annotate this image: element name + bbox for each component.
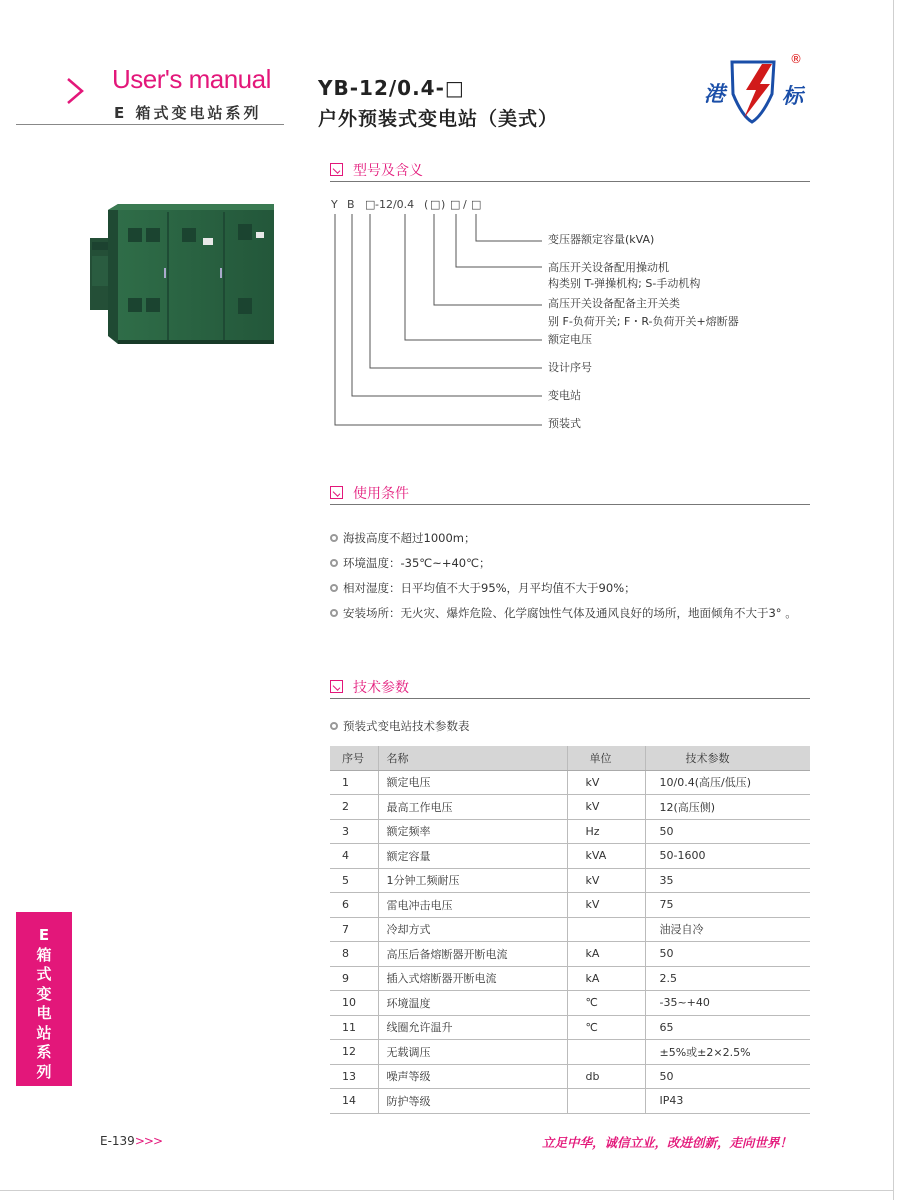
- table-row: 12 无载调压 ±5%或±2×2.5%: [330, 1040, 810, 1065]
- table-row: 13 噪声等级 db 50: [330, 1064, 810, 1089]
- side-tab-series: [16, 912, 72, 1086]
- section-divider: [330, 181, 810, 182]
- bullet-icon: [330, 559, 338, 567]
- bullet-icon: [330, 609, 338, 617]
- section-title: 型号及含义: [353, 163, 423, 179]
- bullet-icon: [330, 722, 338, 730]
- code-char-box4: □: [471, 198, 482, 211]
- usage-item: 相对湿度：日平均值不大于95%，月平均值不大于90%；: [330, 580, 636, 596]
- logo-text-left: 港: [704, 82, 725, 106]
- table-row: 11 线圈允许温升 ℃ 65: [330, 1015, 810, 1040]
- section-divider: [330, 698, 810, 699]
- page-border-right: [893, 0, 894, 1200]
- header-divider: [16, 124, 284, 125]
- code-char-box2: □: [430, 198, 441, 211]
- code-char-b: B: [347, 198, 355, 211]
- table-row: 7 冷却方式 油浸自冷: [330, 917, 810, 942]
- label-rated-voltage: 额定电压: [548, 333, 592, 346]
- section-title: 技术参数: [353, 680, 409, 696]
- code-char-voltage: -12/0.4: [375, 198, 415, 211]
- section-model-meaning: [330, 160, 810, 182]
- footer-slogan: 立足中华，诚信立业，改进创新，走向世界！: [542, 1135, 793, 1150]
- code-char-box3: □: [450, 198, 461, 211]
- section-usage-conditions: [330, 483, 810, 505]
- code-char-rparen: ): [441, 198, 446, 211]
- label-substation: 变电站: [548, 389, 581, 402]
- substation-cabinet-image: [88, 198, 278, 348]
- table-row: 6 雷电冲击电压 kV 75: [330, 893, 810, 918]
- label-main-switch: 高压开关设备配备主开关类: [548, 297, 680, 310]
- tech-params-table: [330, 746, 810, 1114]
- product-model: YB-12/0.4-□: [318, 76, 465, 100]
- label-capacity: 变压器额定容量(kVA): [548, 233, 655, 246]
- table-row: 10 环境温度 ℃ -35~+40: [330, 991, 810, 1016]
- table-row: 14 防护等级 IP43: [330, 1089, 810, 1114]
- section-check-icon: [330, 163, 343, 176]
- page-number: E-139>>>: [100, 1134, 162, 1148]
- product-name: 户外预装式变电站（美式）: [318, 108, 559, 130]
- section-title: 使用条件: [353, 486, 409, 502]
- registered-mark: ®: [790, 52, 802, 66]
- label-main-switch-types: 别 F-负荷开关; F・R-负荷开关+熔断器: [548, 315, 739, 328]
- table-caption: 预装式变电站技术参数表: [330, 718, 470, 734]
- logo-text-right: 标: [782, 84, 803, 108]
- section-check-icon: [330, 680, 343, 693]
- usage-item: 海拔高度不超过1000m；: [330, 530, 475, 546]
- label-design-serial: 设计序号: [548, 361, 592, 374]
- header-unit: 单位: [567, 746, 645, 770]
- table-row: 1 额定电压 kV 10/0.4(高压/低压): [330, 770, 810, 795]
- header-name: 名称: [378, 746, 567, 770]
- table-row: 5 1分钟工频耐压 kV 35: [330, 868, 810, 893]
- table-row: 3 额定频率 Hz 50: [330, 819, 810, 844]
- table-row: 8 高压后备熔断器开断电流 kA 50: [330, 942, 810, 967]
- side-tab-label: E 箱 式 变 电 站 系 列: [36, 926, 52, 1081]
- page-border-bottom: [0, 1190, 894, 1191]
- label-operating-mech-types: 构类别 T-弹操机构; S-手动机构: [548, 277, 701, 290]
- chevron-right-icon: [64, 76, 86, 106]
- label-operating-mech: 高压开关设备配用操动机: [548, 261, 669, 274]
- header-value: 技术参数: [645, 746, 810, 770]
- table-row: 2 最高工作电压 kV 12(高压侧): [330, 795, 810, 820]
- code-char-slash: /: [463, 198, 467, 211]
- manual-title: User's manual: [112, 64, 271, 94]
- usage-item: 安装场所：无火灾、爆炸危险、化学腐蚀性气体及通风良好的场所，地面倾角不大于3° 。: [330, 605, 797, 621]
- model-code-diagram: [320, 194, 800, 434]
- table-row: 9 插入式熔断器开断电流 kA 2.5: [330, 966, 810, 991]
- table-row: 4 额定容量 kVA 50-1600: [330, 844, 810, 869]
- section-check-icon: [330, 486, 343, 499]
- label-prefabricated: 预装式: [548, 417, 581, 430]
- code-char-y: Y: [331, 198, 338, 211]
- bullet-icon: [330, 584, 338, 592]
- header-index: 序号: [330, 746, 378, 770]
- bullet-icon: [330, 534, 338, 542]
- page-arrows: >>>: [134, 1134, 162, 1148]
- series-title: E 箱式变电站系列: [114, 104, 262, 122]
- table-header-row: [330, 746, 810, 770]
- section-divider: [330, 504, 810, 505]
- code-char-lparen: (: [424, 198, 429, 211]
- usage-item: 环境温度：-35℃~+40℃；: [330, 555, 491, 571]
- section-tech-params: [330, 677, 810, 699]
- code-char-box1: □: [365, 198, 376, 211]
